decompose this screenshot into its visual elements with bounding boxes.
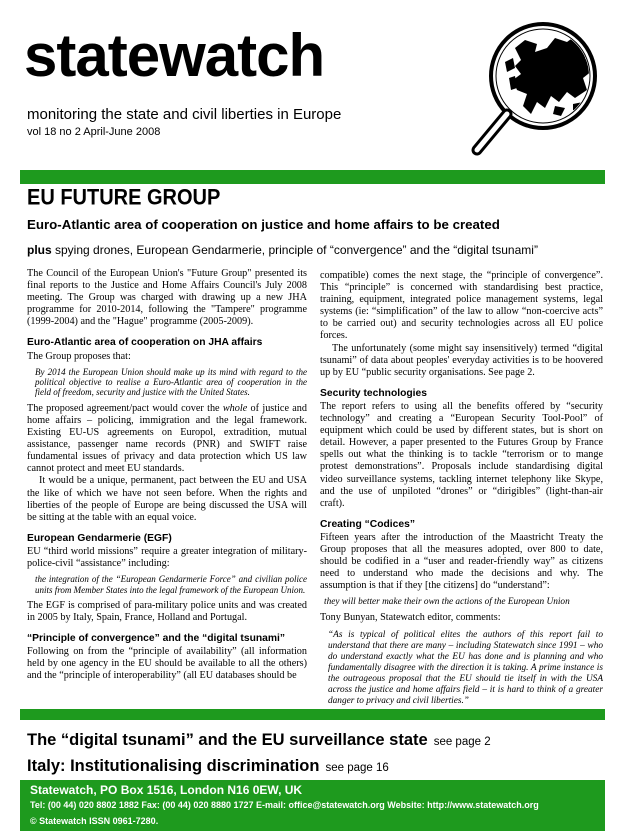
text-span: The proposed agreement/pact would cover the (27, 402, 223, 414)
plus-text: spying drones, European Gendarmerie, principle of “convergence” and the “digital tsunami” (51, 243, 538, 257)
tagline: monitoring the state and civil liberties in Europe (27, 106, 342, 123)
teaser-page-ref: see page 16 (325, 762, 389, 774)
quote: “As is typical of political elites the authors of this report fail to understand that there are many – including Statewatch since 1991 – who do understand exactly what the EU has done and is planning and who fundamentally disagree with the direction it is taking. A prime instance is the outrageous proposal that the EU should tie itself in with the USA across the justice and home affairs field – it is hard to think of a greater danger to privacy and civil liberties.” (328, 629, 603, 706)
paragraph: Fifteen years after the introduction of the Maastricht Treaty the Group proposes that all the measures adopted, over 800 to date, should be codified in a “user and reader-friendly way” as citizens need to understand who made the decisions and why. The assumption is that if they [the citizens] do “understand”: (320, 531, 603, 592)
quote: By 2014 the European Union should make up its mind with regard to the political objective to realise a Euro-Atlantic area of cooperation in the field of freedom, security and justice with the United States. (35, 366, 307, 398)
headline: EU FUTURE GROUP (27, 186, 221, 211)
section-heading-codices: Creating “Codices” (320, 518, 415, 530)
left-column (27, 268, 307, 682)
teaser-title: The “digital tsunami” and the EU surveillance state (27, 731, 428, 749)
footer-address: Statewatch, PO Box 1516, London N16 0EW, UK (30, 783, 303, 797)
paragraph: The EGF is comprised of para-military police units and was created in 2005 by Italy, Spain, France, Holland and Portugal. (27, 599, 307, 623)
bottom-divider-bar (20, 709, 605, 720)
plus-prefix: plus (27, 243, 52, 257)
intro-paragraph: The Council of the European Union's "Future Group" presented its final reports to the Justice and Home Affairs Council's July 2008 meeting. The Group was charged with drawing up a new JHA programme for 2010-2014, following the "Tampere" programme (1999-2004) and the "Hague" programme (2005-2009). (27, 268, 307, 328)
paragraph: The report refers to using all the benefits offered by “security technology” and creating a “European Security Tool-Pool” of equipment which could be used by different states, but is short on detail. However, a paper presented to the Futures Group by France spells out what the thinking is to tackle “terrorism or to mange protest demonstrations”. Proposals include standardising digital video surveillance systems, tackling internet telephony like Skype, and the use of unpiloted “drones” or “dirigibles” (light-than-air craft). (320, 400, 603, 509)
emphasis: whole (222, 402, 248, 414)
paragraph (27, 403, 307, 476)
paragraph: The unfortunately (some might say insensitively) termed “digital tsunami” of data about peoples' everyday activities is to be hoovered up by EU “public security organisations. See page 2. (320, 342, 603, 378)
top-divider-bar (20, 170, 605, 184)
paragraph: It would be a unique, permanent, pact between the EU and USA the like of which we have not seen before. When the rights and liberties of the people of Europe are being discussed the USA will be sitting at the table with an equal voice. (27, 475, 307, 523)
quote: they will better make their own the actions of the European Union (324, 597, 570, 608)
section-heading-gendarmerie: European Gendarmerie (EGF) (27, 532, 172, 544)
footer-contact: Tel: (00 44) 020 8802 1882 Fax: (00 44) 020 8880 1727 E-mail: office@statewatch.org Website: http://www.statewatch.org (30, 800, 539, 810)
issue-info: vol 18 no 2 April-June 2008 (27, 126, 161, 138)
magnifying-glass-europe-map-icon (455, 18, 605, 168)
text-span: of justice and home affairs – policing, immigration and the legal framework. Existing EU-US agreements on Europol, extradition, mutual assistance, passenger name records (PNR) and SWIFT raise fundamental issues of privacy and data protection which US law cannot protect and meet EU standards. (27, 402, 307, 475)
footer (20, 780, 605, 831)
paragraph: Tony Bunyan, Statewatch editor, comments: (320, 612, 501, 624)
subheadline: Euro-Atlantic area of cooperation on justice and home affairs to be created (27, 217, 500, 232)
right-column (320, 270, 603, 707)
section-heading-convergence: “Principle of convergence” and the “digital tsunami” (27, 633, 286, 645)
plus-line (27, 243, 538, 257)
teaser-italy (27, 757, 389, 776)
masthead-title: statewatch (24, 22, 325, 89)
teaser-digital-tsunami (27, 731, 491, 750)
paragraph: EU “third world missions” require a greater integration of military-police-civil “assistance” including: (27, 545, 307, 569)
section-heading-security-technologies: Security technologies (320, 387, 428, 399)
paragraph: Following on from the “principle of availability” (all information held by one agency in the EU should be available to all the others) and the “principle of interoperability” (all EU databases should be (27, 646, 307, 682)
teaser-title: Italy: Institutionalising discrimination (27, 757, 320, 775)
footer-issn: © Statewatch ISSN 0961-7280. (30, 816, 159, 826)
paragraph: compatible) comes the next stage, the “principle of convergence”. This “principle” is concerned with standardising best practice, training, equipment, integrated police management systems, legal systems (ie: “simplification” of the law to allow “non-coercive acts” to be carried out) and security technologies across all EU police forces. (320, 270, 603, 342)
section-heading-euro-atlantic: Euro-Atlantic area of cooperation on JHA affairs (27, 337, 263, 349)
teaser-page-ref: see page 2 (433, 736, 491, 748)
paragraph: The Group proposes that: (27, 350, 131, 362)
quote: the integration of the “European Gendarmerie Force” and civilian police units from Member States into the legal framework of the European Union. (35, 574, 307, 595)
